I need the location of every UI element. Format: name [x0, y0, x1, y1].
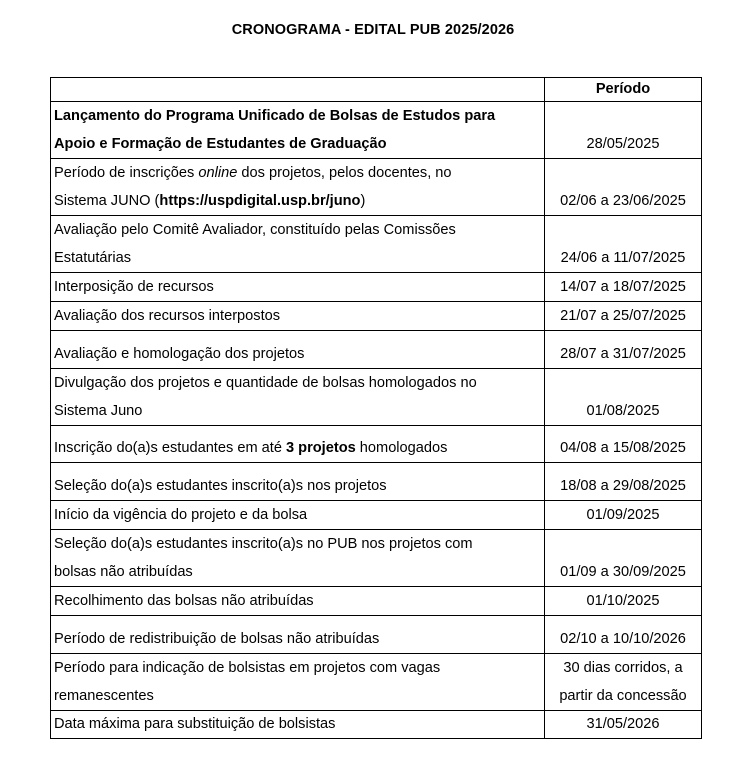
- table-header-row: [51, 78, 702, 102]
- text-segment: homologados: [355, 440, 448, 456]
- row-description: [51, 530, 545, 587]
- row-period: 31/05/2026: [545, 711, 702, 739]
- row-description-line: Apoio e Formação de Estudantes de Graduação: [54, 136, 387, 152]
- schedule-table: [50, 77, 702, 739]
- row-description: Seleção do(a)s estudantes inscrito(a)s nos projetos: [51, 463, 545, 501]
- table-row: [51, 273, 702, 302]
- row-description: Início da vigência do projeto e da bolsa: [51, 501, 545, 530]
- row-period: [545, 654, 702, 711]
- row-period: 28/05/2025: [545, 102, 702, 159]
- table-row: [51, 159, 702, 216]
- row-period-line: partir da concessão: [559, 688, 687, 704]
- row-period: 28/07 a 31/07/2025: [545, 331, 702, 369]
- text-segment: ): [360, 193, 366, 209]
- row-period: 21/07 a 25/07/2025: [545, 302, 702, 331]
- row-description-line: Sistema Juno: [54, 403, 143, 419]
- row-description-line: Lançamento do Programa Unificado de Bolsas de Estudos para: [54, 108, 496, 124]
- row-description: Avaliação e homologação dos projetos: [51, 331, 545, 369]
- text-segment: Período de inscrições: [54, 165, 199, 181]
- row-description-line: Avaliação pelo Comitê Avaliador, constituído pelas Comissões: [54, 222, 456, 238]
- table-row: [51, 654, 702, 711]
- table-row: [51, 711, 702, 739]
- row-description-line: [54, 159, 541, 187]
- row-description: Período de redistribuição de bolsas não atribuídas: [51, 616, 545, 654]
- bold-text: 3 projetos: [286, 440, 356, 456]
- row-description-line: Período para indicação de bolsistas em projetos com vagas: [54, 660, 441, 676]
- row-description: Recolhimento das bolsas não atribuídas: [51, 587, 545, 616]
- row-description-line: remanescentes: [54, 688, 154, 704]
- header-description: [51, 78, 545, 102]
- header-period: Período: [545, 78, 702, 102]
- row-period-line: 30 dias corridos, a: [563, 660, 683, 676]
- table-row: [51, 426, 702, 463]
- row-description: Interposição de recursos: [51, 273, 545, 302]
- text-segment: Sistema JUNO (: [54, 193, 160, 209]
- row-description: [51, 654, 545, 711]
- row-description: Avaliação dos recursos interpostos: [51, 302, 545, 331]
- text-segment: Inscrição do(a)s estudantes em até: [54, 440, 286, 456]
- row-period: 01/10/2025: [545, 587, 702, 616]
- row-description-line: [54, 187, 541, 215]
- table-row: [51, 530, 702, 587]
- row-description: [51, 216, 545, 273]
- row-period: 02/10 a 10/10/2026: [545, 616, 702, 654]
- table-row: [51, 463, 702, 501]
- table-row: [51, 302, 702, 331]
- text-segment: dos projetos, pelos docentes, no: [237, 165, 452, 181]
- row-period: 04/08 a 15/08/2025: [545, 426, 702, 463]
- table-row: [51, 616, 702, 654]
- row-period: 01/09 a 30/09/2025: [545, 530, 702, 587]
- row-period: 14/07 a 18/07/2025: [545, 273, 702, 302]
- row-description: Data máxima para substituição de bolsistas: [51, 711, 545, 739]
- row-description: [51, 102, 545, 159]
- juno-url-link[interactable]: https://uspdigital.usp.br/juno: [159, 193, 361, 209]
- table-row: [51, 369, 702, 426]
- row-period: 01/08/2025: [545, 369, 702, 426]
- row-description-line: Estatutárias: [54, 250, 132, 266]
- row-description-line: Seleção do(a)s estudantes inscrito(a)s no PUB nos projetos com: [54, 536, 473, 552]
- row-period: 24/06 a 11/07/2025: [545, 216, 702, 273]
- row-description: [51, 369, 545, 426]
- table-row: [51, 331, 702, 369]
- italic-text: online: [198, 165, 238, 181]
- row-description-line: Divulgação dos projetos e quantidade de bolsas homologados no: [54, 375, 477, 391]
- table-row: [51, 216, 702, 273]
- row-period: 02/06 a 23/06/2025: [545, 159, 702, 216]
- row-period: 01/09/2025: [545, 501, 702, 530]
- row-description-line: bolsas não atribuídas: [54, 564, 193, 580]
- row-description: [51, 426, 545, 463]
- row-period: 18/08 a 29/08/2025: [545, 463, 702, 501]
- table-row: [51, 501, 702, 530]
- table-row: [51, 102, 702, 159]
- table-row: [51, 587, 702, 616]
- page-title: CRONOGRAMA - EDITAL PUB 2025/2026: [231, 22, 515, 38]
- row-description: [51, 159, 545, 216]
